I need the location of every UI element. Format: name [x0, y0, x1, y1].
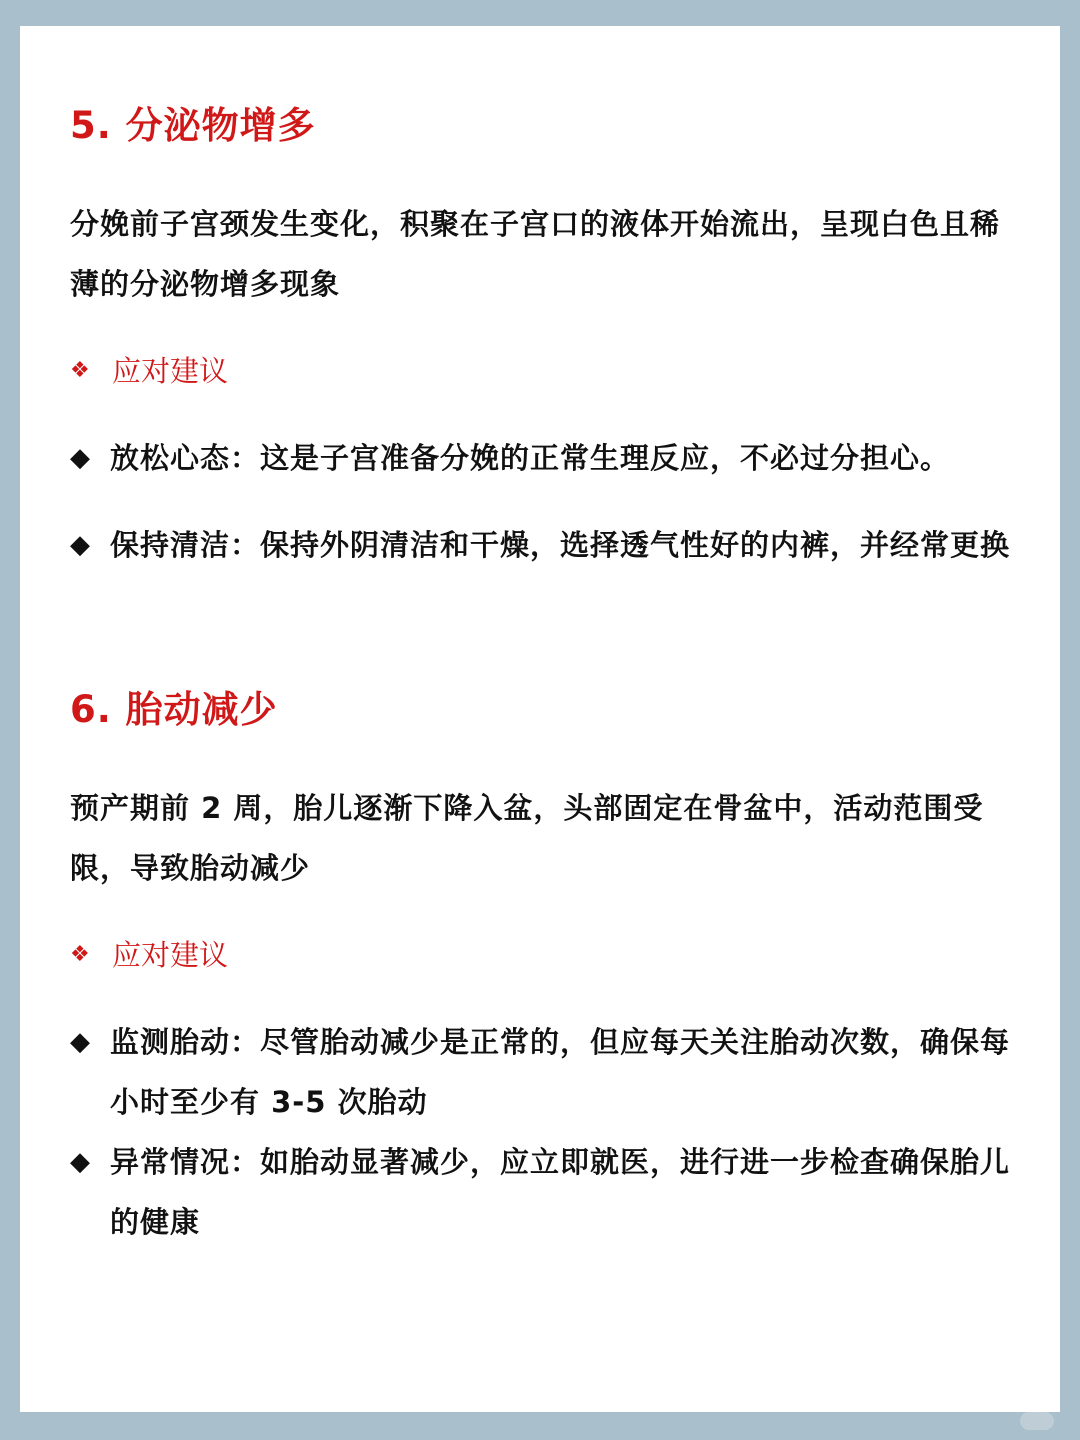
advice-heading: [70, 351, 1020, 391]
diamond-four-icon: ❖: [70, 358, 90, 383]
section-5-bullet-1: [70, 428, 1020, 488]
section-6-description-wrap: [70, 778, 1020, 898]
section-6: [70, 688, 1020, 732]
bullet-text: 异常情况：如胎动显著减少，应立即就医，进行进一步检查确保胎儿的健康: [110, 1145, 1011, 1239]
section-description: 预产期前 2 周，胎儿逐渐下降入盆，头部固定在骨盆中，活动范围受限，导致胎动减少: [70, 791, 984, 885]
section-5-description-wrap: [70, 194, 1020, 314]
section-title: 6. 胎动减少: [70, 688, 278, 731]
section-5: [70, 104, 1020, 148]
bullet-text: 监测胎动：尽管胎动减少是正常的，但应每天关注胎动次数，确保每小时至少有 3-5 次胎动: [110, 1025, 1011, 1119]
content-card: [20, 26, 1060, 1412]
section-5-bullet-2: [70, 515, 1020, 575]
diamond-bullet-icon: ◆: [70, 1027, 91, 1057]
diamond-bullet-icon: ◆: [70, 1147, 91, 1177]
section-title: 5. 分泌物增多: [70, 104, 316, 147]
bullet-item: [70, 428, 1020, 488]
section-description: 分娩前子宫颈发生变化，积聚在子宫口的液体开始流出，呈现白色且稀薄的分泌物增多现象: [70, 207, 1001, 301]
advice-label: 应对建议: [112, 938, 229, 972]
advice-heading: [70, 935, 1020, 975]
bullet-item: [70, 1012, 1020, 1132]
diamond-four-icon: ❖: [70, 942, 90, 967]
section-6-bullet-1: [70, 1012, 1020, 1132]
bullet-item: [70, 515, 1020, 575]
advice-label: 应对建议: [112, 354, 229, 388]
bullet-item: [70, 1132, 1020, 1252]
diamond-bullet-icon: ◆: [70, 443, 91, 473]
section-6-bullet-2: [70, 1132, 1020, 1252]
section-5-advice: [70, 351, 1020, 391]
bullet-text: 放松心态：这是子宫准备分娩的正常生理反应，不必过分担心。: [110, 441, 951, 475]
section-6-advice: [70, 935, 1020, 975]
diamond-bullet-icon: ◆: [70, 530, 91, 560]
watermark-badge: [1020, 1412, 1054, 1430]
bullet-text: 保持清洁：保持外阴清洁和干燥，选择透气性好的内裤，并经常更换: [110, 528, 1011, 562]
